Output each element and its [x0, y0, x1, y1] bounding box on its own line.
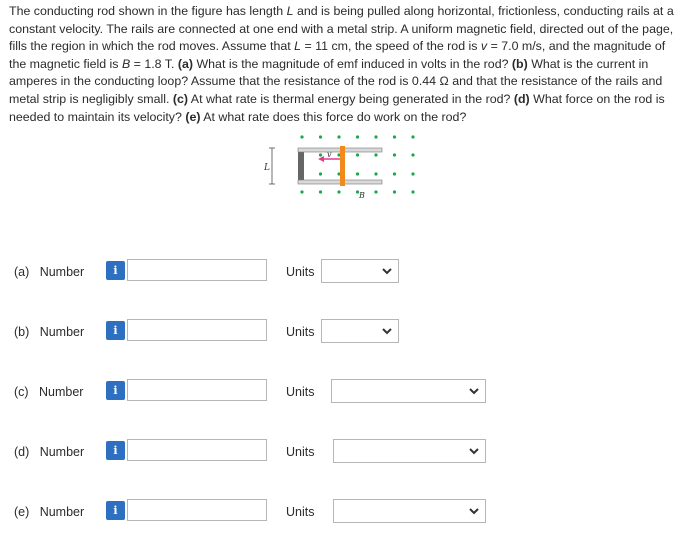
info-icon[interactable]: i — [106, 441, 125, 460]
problem-text: The conducting rod shown in the figure has length — [9, 4, 287, 18]
info-icon[interactable]: i — [106, 501, 125, 520]
field-dot — [300, 135, 303, 138]
number-input[interactable] — [127, 379, 267, 401]
part-label: (a) Number — [14, 265, 85, 279]
part-label: (d) Number — [14, 445, 85, 459]
question-b-tag: (b) — [511, 56, 528, 71]
question-c: At what rate is thermal energy being generated in the rod? — [188, 91, 514, 106]
question-a: What is the magnitude of emf induced in volts in the rod? — [193, 56, 512, 71]
part-label: (c) Number — [14, 385, 84, 399]
answer-row — [0, 258, 692, 288]
field-dot — [374, 190, 377, 193]
var-v: v — [480, 39, 488, 54]
field-dot — [374, 135, 377, 138]
units-label: Units — [286, 385, 315, 399]
field-dot — [411, 153, 414, 156]
part-label: (b) Number — [14, 325, 85, 339]
magnetic-field-dots — [300, 135, 414, 193]
answer-row — [0, 318, 692, 348]
question-d-tag: (d) — [513, 91, 530, 106]
problem-text: = 11 cm, the speed of the rod is — [301, 39, 481, 54]
chevron-down-icon — [381, 325, 393, 337]
answer-row — [0, 498, 692, 528]
question-c-tag: (c) — [172, 91, 189, 106]
problem-statement — [9, 3, 681, 126]
part-label: (e) Number — [14, 505, 85, 519]
question-a-tag: (a) — [177, 56, 194, 71]
units-select[interactable] — [321, 319, 399, 343]
field-dot — [319, 153, 322, 156]
units-label: Units — [286, 445, 315, 459]
field-dot — [411, 172, 414, 175]
units-select[interactable] — [333, 439, 486, 463]
info-icon[interactable]: i — [106, 381, 125, 400]
var-b: B — [121, 56, 131, 71]
metal-strip — [298, 151, 304, 183]
var-l: L — [286, 4, 294, 18]
question-d: What force on the rod is needed to maintain its velocity? — [9, 91, 665, 124]
number-input[interactable] — [127, 319, 267, 341]
field-dot — [411, 190, 414, 193]
field-dot — [393, 172, 396, 175]
units-select[interactable] — [333, 499, 486, 523]
rod-on-rails-figure — [262, 128, 422, 202]
field-dot — [319, 135, 322, 138]
velocity-arrowhead — [318, 156, 324, 162]
number-input[interactable] — [127, 499, 267, 521]
field-dot — [411, 135, 414, 138]
chevron-down-icon — [468, 505, 480, 517]
info-icon[interactable]: i — [106, 261, 125, 280]
units-label: Units — [286, 325, 315, 339]
field-dot — [356, 172, 359, 175]
chevron-down-icon — [468, 445, 480, 457]
number-input[interactable] — [127, 259, 267, 281]
field-dot — [337, 190, 340, 193]
chevron-down-icon — [468, 385, 480, 397]
field-dot — [356, 153, 359, 156]
question-e: At what rate does this force do work on the rod? — [200, 109, 467, 124]
field-dot — [393, 135, 396, 138]
conducting-rod — [340, 146, 345, 186]
field-dot — [356, 135, 359, 138]
chevron-down-icon — [381, 265, 393, 277]
field-dot — [374, 172, 377, 175]
field-dot — [319, 190, 322, 193]
field-label: B — [359, 191, 365, 200]
field-dot — [319, 172, 322, 175]
units-select[interactable] — [331, 379, 486, 403]
field-dot — [374, 153, 377, 156]
number-input[interactable] — [127, 439, 267, 461]
units-select[interactable] — [321, 259, 399, 283]
question-b: What is the current in amperes in the conducting loop? Assume that the resistance of the rod is 0.44 Ω and that the resistance of the rails and metal strip is negligibly small. — [9, 56, 663, 106]
field-dot — [393, 190, 396, 193]
var-l: L — [294, 39, 302, 54]
field-dot — [300, 190, 303, 193]
question-e-tag: (e) — [185, 109, 201, 124]
answer-row — [0, 438, 692, 468]
problem-text: = 1.8 T. — [130, 56, 178, 71]
field-dot — [393, 153, 396, 156]
problem-text: = 7.0 m/s, and the magnitude of the magnetic field is — [9, 39, 666, 71]
problem-text: and is being pulled along horizontal, frictionless, conducting rails at a constant velocity. The rails are connected at one end with a metal strip. A uniform magnetic field, directed out of the page, fills the region in which the rod moves. Assume that — [9, 4, 674, 54]
length-label: L — [264, 163, 270, 173]
units-label: Units — [286, 265, 315, 279]
units-label: Units — [286, 505, 315, 519]
answer-row — [0, 378, 692, 408]
field-dot — [337, 135, 340, 138]
info-icon[interactable]: i — [106, 321, 125, 340]
velocity-label: v — [327, 150, 332, 159]
